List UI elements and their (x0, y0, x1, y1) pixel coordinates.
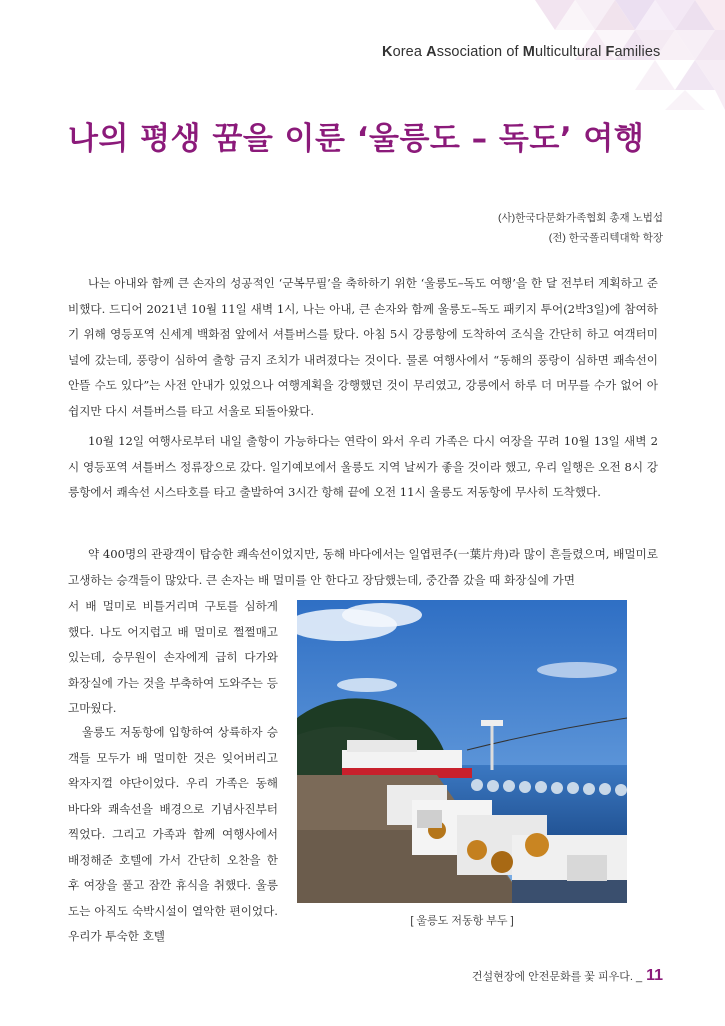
org-m: Multicultural (522, 44, 606, 60)
article-paragraph-2: 10월 12일 여행사로부터 내일 출항이 가능하다는 연락이 와서 우리 가족은 다시 여장을 꾸려 10월 13일 새벽 2시 영등포역 셔틀버스 정류장으로 갔다. 일기예보에서 울릉도 지역 날씨가 좋을 것이라 했고, 우리 일행은 오전 8시 강릉항에서 쾌속선 시스타호를 타고 출발하여 3시간 항해 끝에 오전 11시 울릉도 저동항에 무사히 도착했다. (68, 434, 658, 499)
page-number: 11 (646, 967, 663, 984)
article-paragraph-3-continued: 서 배 멀미로 비틀거리며 구토를 심하게 했다. 나도 어지럽고 배 멀미로 쩔쩔매고 있는데, 승무원이 손자에게 급히 다가와 화장실에 가는 것을 부축하여 도와주는 등 고마웠다. (68, 599, 278, 715)
org-name (382, 44, 660, 60)
article-title: 나의 평생 꿈을 이룬 ‘울릉도 – 독도’ 여행 (68, 121, 645, 157)
photo-caption: [ 울릉도 저동항 부두 ] (410, 915, 514, 927)
harbor-photo (297, 600, 627, 903)
org-a: Association of (426, 44, 523, 60)
harbor-photo-illustration (297, 600, 627, 903)
footer-slogan: 건설현장에 안전문화를 꽃 피우다. _ (471, 971, 643, 983)
author-byline: (사)한국다문화가족협회 총재 노법섭 (498, 212, 663, 224)
org-f: Families (605, 44, 661, 60)
page-footer (472, 967, 663, 985)
article-paragraph-1: 나는 아내와 함께 큰 손자의 성공적인 ‘군복무필’을 축하하기 위한 ‘울릉도–독도 여행’을 한 달 전부터 계획하고 준비했다. 드디어 2021년 10월 11일 새벽 1시, 나는 아내, 큰 손자와 함께 울릉도–독도 패키지 투어(2박3일)에 참여하기 위해 영등포역 신세계 백화점 앞에서 셔틀버스를 탔다. 아침 5시 강릉항에 도착하여 조식을 간단히 하고 여객터미널에 갔는데, 풍랑이 심하여 출항 금지 조치가 내려졌다는 것이다. 물론 여행사에서 “동해의 풍랑이 심하면 쾌속선이 안뜰 수도 있다”는 사전 안내가 있었으나 여행계획을 강행했던 것이 무리였고, 강릉에서 하루 더 머무를 수가 없어 아쉽지만 다시 셔틀버스를 타고 서울로 되돌아왔다. (68, 276, 658, 418)
article-paragraph-4: 울릉도 저동항에 입항하여 상륙하자 승객들 모두가 배 멀미한 것은 잊어버리고 왁자지껄 야단이었다. 우리 가족은 동해 바다와 쾌속선을 배경으로 기념사진부터 찍었다. 그리고 가족과 함께 여행사에서 배정해준 호텔에 가서 간단히 오찬을 한 후 여장을 풀고 잠깐 휴식을 취했다. 울릉도는 아직도 숙박시설이 열악한 편이었다. 우리가 투숙한 호텔 (68, 725, 278, 943)
author-former-title: (전) 한국폴리텍대학 학장 (548, 232, 663, 244)
org-k: Korea (382, 44, 427, 60)
article-paragraph-3: 약 400명의 관광객이 탑승한 쾌속선이었지만, 동해 바다에서는 일엽편주(一葉片舟)라 많이 흔들렸으며, 배멀미로 고생하는 승객들이 많았다. 큰 손자는 배 멀미를 안 한다고 장담했는데, 중간쯤 갔을 때 화장실에 가면 (68, 547, 658, 587)
